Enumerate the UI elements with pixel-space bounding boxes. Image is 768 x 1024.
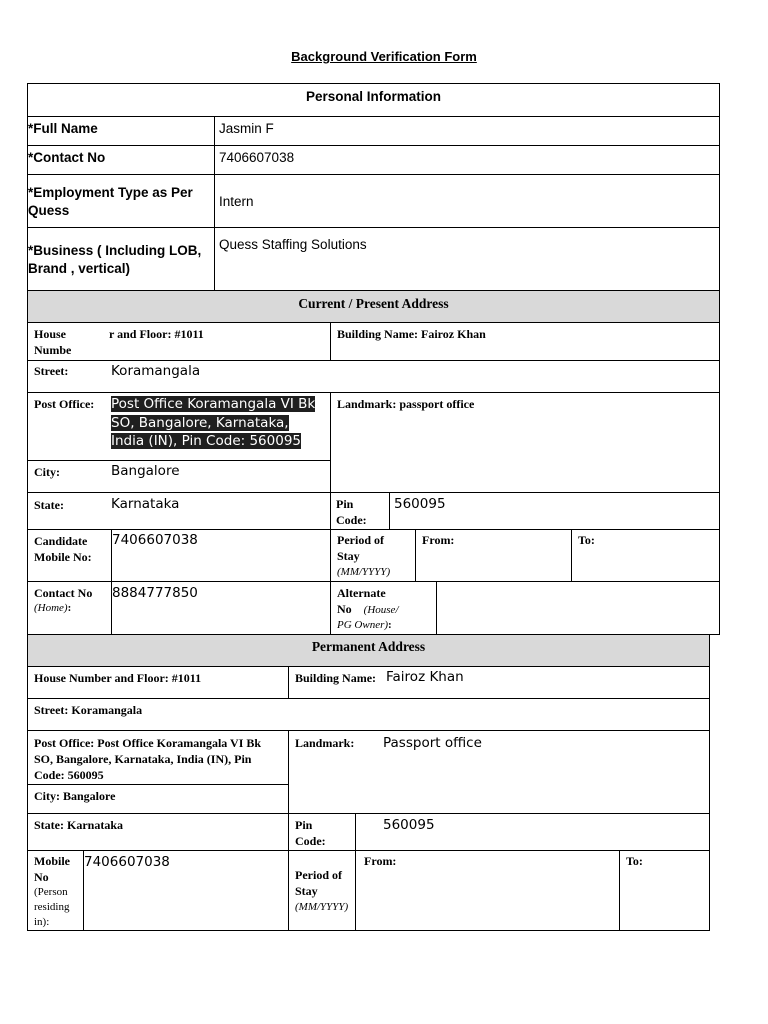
permanent-period-label-line-3: (MM/YYYY)	[295, 901, 349, 913]
current-landmark: Landmark: passport office	[337, 397, 475, 411]
permanent-period-label-line-2: Stay	[295, 884, 318, 898]
current-pin-field[interactable]	[389, 492, 720, 530]
post-office-line-1: Post Office Koramangala VI Bk	[111, 396, 316, 412]
current-house-cell[interactable]	[27, 322, 331, 361]
current-home-label-line-1: Contact No	[34, 586, 93, 600]
current-alternate-field[interactable]	[436, 581, 720, 635]
permanent-to-label: To:	[626, 854, 643, 868]
current-home-value: 8884777850	[112, 585, 198, 601]
current-alt-label-colon: :	[388, 619, 392, 631]
current-address-header	[27, 290, 720, 323]
permanent-post-office	[34, 735, 261, 783]
permanent-mobile-label-cell	[27, 850, 84, 931]
permanent-street: Street: Koramangala	[34, 703, 143, 717]
current-post-office-value	[111, 395, 315, 451]
current-city-value: Bangalore	[111, 463, 180, 479]
current-pin-label-line-1: Pin	[336, 497, 354, 511]
employment-field[interactable]	[214, 174, 720, 228]
post-office-line-2: SO, Bangalore, Karnataka,	[111, 414, 289, 431]
current-building-cell[interactable]	[330, 322, 720, 361]
current-mobile-label-cell	[27, 529, 112, 582]
permanent-address-header	[27, 634, 710, 667]
permanent-pin-value: 560095	[383, 817, 435, 833]
current-home-contact-field[interactable]	[111, 581, 331, 635]
permanent-period-label-cell	[288, 850, 356, 931]
personal-info-header	[27, 83, 720, 117]
employment-label-cell	[27, 174, 215, 228]
current-state-cell[interactable]	[27, 492, 331, 530]
permanent-house-cell[interactable]	[27, 666, 289, 699]
form-title: Background Verification Form	[291, 49, 477, 64]
full-name-label: *Full Name	[28, 121, 98, 136]
personal-info-heading: Personal Information	[305, 89, 442, 104]
business-value: Quess Staffing Solutions	[219, 237, 367, 252]
permanent-mobile-value: 7406607038	[84, 854, 170, 870]
permanent-post-line-1: Post Office: Post Office Koramangala VI Bk	[34, 736, 262, 750]
current-mobile-label-line-2: Mobile No:	[34, 550, 92, 564]
current-street-label: Street:	[34, 364, 69, 378]
permanent-post-line-2: SO, Bangalore, Karnataka, India (IN), Pin	[34, 752, 252, 766]
permanent-address-heading: Permanent Address	[311, 639, 426, 654]
current-from-field[interactable]	[415, 529, 572, 582]
business-field[interactable]	[214, 227, 720, 291]
contact-field[interactable]	[214, 145, 720, 175]
permanent-landmark-value: Passport office	[383, 735, 482, 751]
current-to-label: To:	[578, 533, 595, 547]
current-building-name: Building Name: Fairoz Khan	[337, 327, 486, 341]
current-city-cell[interactable]	[27, 460, 331, 493]
business-label-line-1: *Business ( Including LOB,	[28, 243, 202, 258]
full-name-value: Jasmin F	[219, 121, 274, 136]
current-house-label-line-2: Numbe	[34, 343, 72, 357]
permanent-building-value: Fairoz Khan	[386, 669, 464, 685]
permanent-from-label: From:	[364, 854, 397, 868]
current-mobile-label-line-1: Candidate	[34, 534, 88, 548]
current-alt-label-line-4: PG Owner)	[337, 619, 389, 631]
permanent-building-cell[interactable]	[288, 666, 710, 699]
permanent-pin-label-line-1: Pin	[295, 818, 313, 832]
permanent-mobile-label-line-1: Mobile	[34, 854, 70, 868]
current-pin-value: 560095	[394, 496, 446, 512]
current-landmark-cell[interactable]	[330, 392, 720, 493]
current-alt-label-line-1: Alternate	[337, 586, 386, 600]
current-house-label-line-1: House	[34, 327, 67, 341]
full-name-field[interactable]	[214, 116, 720, 146]
permanent-building-label: Building Name:	[295, 671, 377, 685]
current-alt-label-line-3: (House/	[363, 604, 399, 616]
current-period-label-cell	[330, 529, 416, 582]
current-period-label-line-2: Stay	[337, 549, 360, 563]
permanent-mobile-field[interactable]	[83, 850, 289, 931]
permanent-state-cell[interactable]	[27, 813, 289, 851]
business-label-line-2: Brand , vertical)	[28, 261, 131, 276]
current-house-value: r and Floor: #1011	[109, 327, 204, 341]
post-office-line-3: India (IN), Pin Code: 560095	[111, 433, 301, 449]
current-street-cell[interactable]	[27, 360, 720, 393]
current-city-label: City:	[34, 465, 60, 479]
current-from-label: From:	[422, 533, 455, 547]
permanent-post-line-3: Code: 560095	[34, 768, 104, 782]
current-to-field[interactable]	[571, 529, 720, 582]
current-home-contact-label-cell	[27, 581, 112, 635]
current-home-label-line-2: (Home)	[34, 602, 68, 614]
current-street-value: Koramangala	[111, 363, 201, 379]
business-label-cell	[27, 227, 215, 291]
permanent-mobile-label-line-5: in):	[34, 916, 50, 928]
permanent-post-office-cell[interactable]	[27, 730, 289, 785]
employment-value: Intern	[219, 194, 254, 209]
permanent-city: City: Bangalore	[34, 789, 116, 803]
current-mobile-value: 7406607038	[112, 532, 198, 548]
employment-label-line-1: *Employment Type as Per	[28, 185, 193, 200]
current-post-office-label: Post Office:	[34, 397, 95, 411]
permanent-pin-label-line-2: Code:	[295, 834, 326, 848]
current-state-label: State:	[34, 498, 64, 512]
permanent-landmark-label: Landmark:	[295, 736, 355, 750]
current-pin-label-line-2: Code:	[336, 513, 367, 527]
current-home-label-colon: :	[67, 602, 72, 614]
current-period-label-line-1: Period of	[337, 533, 384, 547]
full-name-label-cell	[27, 116, 215, 146]
permanent-house: House Number and Floor: #1011	[34, 671, 202, 685]
permanent-street-cell[interactable]	[27, 698, 710, 731]
current-alternate-label-cell	[330, 581, 437, 635]
permanent-state: State: Karnataka	[34, 818, 123, 832]
contact-label: *Contact No	[28, 150, 106, 165]
permanent-city-cell[interactable]	[27, 784, 289, 814]
current-pin-label-cell	[330, 492, 390, 530]
contact-label-cell	[27, 145, 215, 175]
permanent-to-field[interactable]	[619, 850, 710, 931]
employment-label-line-2: Quess	[28, 203, 70, 218]
current-mobile-field[interactable]	[111, 529, 331, 582]
permanent-landmark-cell[interactable]	[288, 730, 710, 814]
permanent-mobile-label-line-4: residing	[34, 901, 70, 913]
permanent-period-label-line-1: Period of	[295, 868, 342, 882]
permanent-mobile-label-line-2: No	[34, 870, 49, 884]
current-period-label-line-3: (MM/YYYY)	[337, 566, 391, 578]
contact-value: 7406607038	[219, 150, 295, 165]
current-alt-label-line-2: No	[337, 602, 352, 616]
permanent-pin-field[interactable]	[355, 813, 710, 851]
permanent-mobile-label-line-3: (Person	[34, 886, 68, 898]
permanent-pin-label-cell	[288, 813, 356, 851]
current-post-office-cell[interactable]	[27, 392, 331, 461]
current-address-heading: Current / Present Address	[298, 296, 449, 311]
current-state-value: Karnataka	[111, 496, 180, 512]
permanent-from-field[interactable]	[355, 850, 620, 931]
